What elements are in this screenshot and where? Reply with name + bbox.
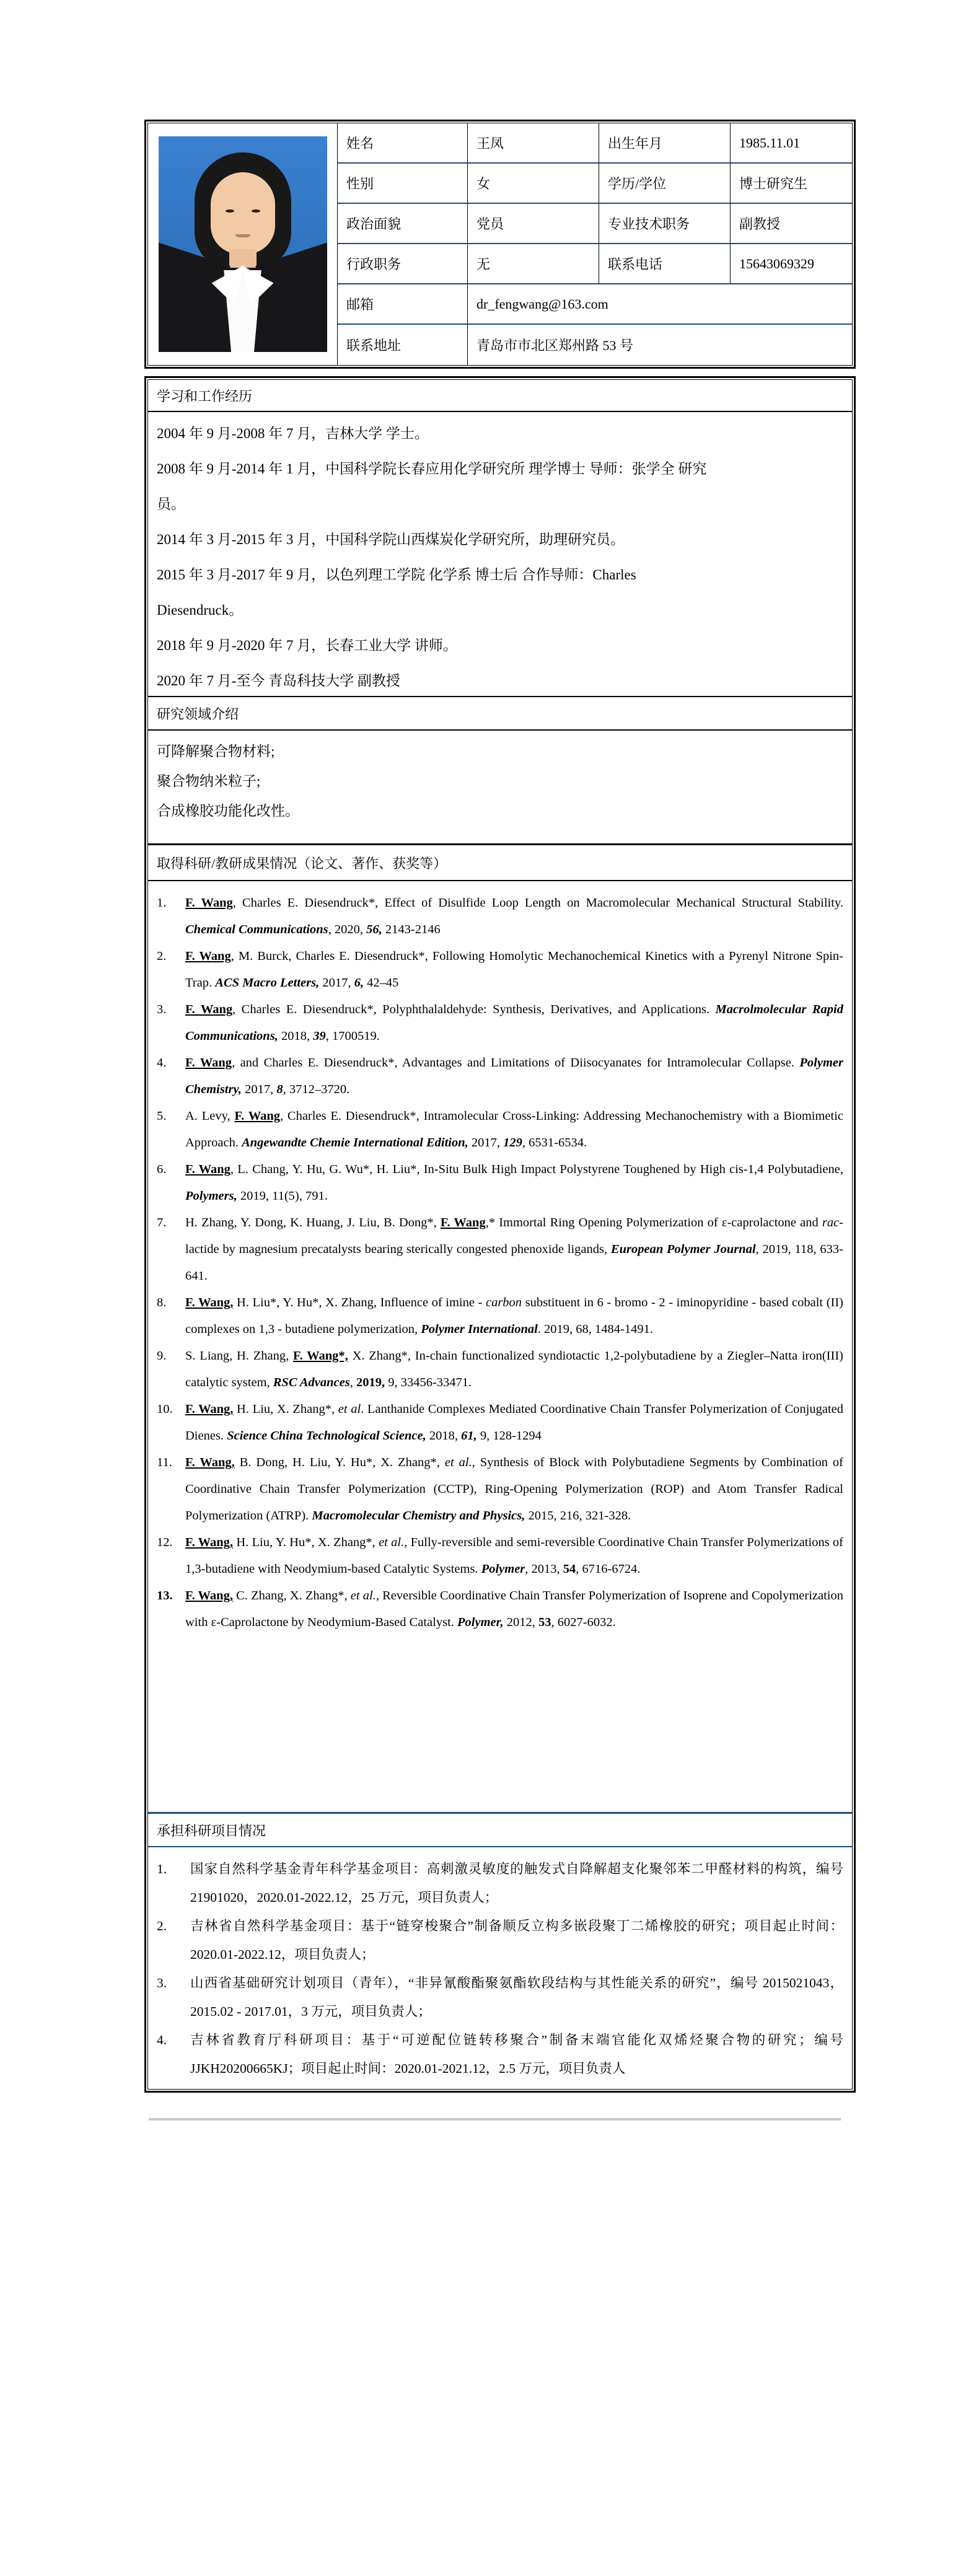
- publication-item-7: [157, 1210, 843, 1290]
- education-line-7: 2018 年 9 月-2020 年 7 月，长春工业大学 讲师。: [157, 638, 457, 653]
- publication-number: 2.: [157, 949, 167, 963]
- degree-value: 博士研究生: [731, 164, 852, 204]
- cv-sections-table: [144, 376, 856, 2093]
- gender-label: 性别: [338, 164, 468, 204]
- publication-number: 10.: [157, 1402, 173, 1416]
- birthdate-label: 出生年月: [599, 123, 731, 164]
- education-line-2: 2008 年 9 月-2014 年 1 月，中国科学院长春应用化学研究所 理学博士 导师：张学全 研究: [157, 461, 707, 477]
- project-item-2: [157, 1912, 843, 1969]
- publication-number: 8.: [157, 1296, 167, 1309]
- research-area-line-1: 可降解聚合物材料;: [157, 744, 275, 759]
- publication-citation: F. Wang, M. Burck, Charles E. Diesendruck*, Following Homolytic Mechanochemical Kinetics with a Pyrenyl Nitrone Spin-Trap. ACS Macro Letters, 2017, 6, 42–45: [185, 949, 843, 990]
- name-label: 姓名: [338, 123, 468, 164]
- publication-item-5: [157, 1103, 843, 1156]
- address-value: 青岛市市北区郑州路 53 号: [476, 338, 634, 353]
- technical-title-label: 专业技术职务: [599, 204, 731, 244]
- political-status-value: 党员: [468, 204, 599, 244]
- email-label: 邮箱: [338, 284, 468, 325]
- project-description: 山西省基础研究计划项目（青年），“非异氰酸酯聚氨酯软段结构与其性能关系的研究”，编号 2015021043，2015.02 - 2017.01，3 万元，项目负责人；: [190, 1976, 843, 2019]
- admin-position-value: 无: [468, 244, 599, 284]
- publications-section-header: 取得科研/教研成果情况（论文、著作、获奖等）: [148, 845, 852, 881]
- birthdate-value: 1985.11.01: [731, 123, 852, 164]
- research-areas-section-header: 研究领域介绍: [148, 697, 852, 731]
- name-value: 王凤: [468, 123, 599, 164]
- publication-item-9: [157, 1343, 843, 1396]
- publication-item-12: [157, 1529, 843, 1583]
- photo-face: [211, 172, 275, 254]
- publication-item-13: [157, 1583, 843, 1636]
- publication-citation: F. Wang, H. Liu*, Y. Hu*, X. Zhang, Influence of imine - carbon substituent in 6 - bromo - 2 - iminopyridine - based cobalt (II) complexes on 1,3 - butadiene polymerization, Polymer International. 2019, 68, 1484-1491.: [185, 1296, 844, 1336]
- education-line-4: 2014 年 3 月-2015 年 3 月，中国科学院山西煤炭化学研究所，助理研究员。: [157, 532, 625, 547]
- footer-divider-line: [149, 2118, 841, 2121]
- publications-list: [148, 881, 852, 1814]
- publication-citation: F. Wang, H. Liu, X. Zhang*, et al. Lanthanide Complexes Mediated Coordinative Chain Transfer Polymerization of Conjugated Dienes. Science China Technological Science, 2018, 61, 9, 128-1294: [185, 1402, 843, 1443]
- publication-item-1: [157, 890, 843, 943]
- publication-number: 9.: [157, 1349, 167, 1363]
- publication-citation: S. Liang, H. Zhang, F. Wang*, X. Zhang*, In-chain functionalized syndiotactic 1,2-polybutadiene by a Ziegler–Natta iron(III) catalytic system, RSC Advances, 2019, 9, 33456-33471.: [185, 1349, 843, 1389]
- publication-item-10: [157, 1396, 843, 1449]
- gender-value: 女: [468, 164, 599, 204]
- email-value: dr_fengwang@163.com: [468, 284, 852, 325]
- publication-citation: A. Levy, F. Wang, Charles E. Diesendruck*, Intramolecular Cross-Linking: Addressing Mechanochemistry with a Biomimetic Approach. Angewandte Chemie International Edition, 2017, 129, 6531-6534.: [185, 1109, 843, 1150]
- education-line-3: 员。: [157, 496, 185, 512]
- phone-value: 15643069329: [731, 244, 852, 284]
- address-label: 联系地址: [338, 325, 468, 365]
- education-line-6: Diesendruck。: [157, 602, 244, 618]
- publication-number: 13.: [157, 1589, 173, 1602]
- project-description: 吉林省教育厅科研项目：基于“可逆配位链转移聚合”制备末端官能化双烯烃聚合物的研究；编号 JJKH20200665KJ；项目起止时间：2020.01-2021.12，2.5 万元，项目负责人: [190, 2033, 843, 2076]
- publication-number: 12.: [157, 1536, 173, 1549]
- education-section-header: 学习和工作经历: [148, 380, 852, 412]
- project-item-4: [157, 2026, 843, 2083]
- publication-citation: H. Zhang, Y. Dong, K. Huang, J. Liu, B. Dong*, F. Wang,* Immortal Ring Opening Polymerization of ε-caprolactone and rac-lactide by magnesium precatalysts bearing sterically congested phenoxide ligands, European Polymer Journal, 2019, 118, 633-641.: [185, 1216, 843, 1283]
- project-item-3: [157, 1969, 843, 2026]
- id-photo: [159, 136, 327, 352]
- publication-citation: F. Wang, C. Zhang, X. Zhang*, et al., Reversible Coordinative Chain Transfer Polymerization of Isoprene and Copolymerization with ε-Caprolactone by Neodymium-Based Catalyst. Polymer, 2012, 53, 6027-6032.: [185, 1589, 843, 1629]
- cv-page: [144, 0, 856, 2121]
- publication-item-3: [157, 996, 843, 1050]
- publication-citation: F. Wang, L. Chang, Y. Hu, G. Wu*, H. Liu*, In-Situ Bulk High Impact Polystyrene Toughened by High cis-1,4 Polybutadiene, Polymers, 2019, 11(5), 791.: [185, 1163, 844, 1203]
- research-area-line-2: 聚合物纳米粒子;: [157, 773, 261, 789]
- publication-citation: F. Wang, B. Dong, H. Liu, Y. Hu*, X. Zhang*, et al., Synthesis of Block with Polybutadiene Segments by Combination of Coordinative Chain Transfer Polymerization (CCTP), Ring-Opening Polymerization (ROP) and Atom Transfer Radical Polymerization (ATRP). Macromolecular Chemistry and Physics, 2015, 216, 321-328.: [185, 1456, 843, 1523]
- project-number: 2.: [157, 1919, 167, 1933]
- publication-number: 1.: [157, 896, 167, 910]
- project-item-1: [157, 1855, 843, 1912]
- education-line-1: 2004 年 9 月-2008 年 7 月，吉林大学 学士。: [157, 426, 429, 441]
- project-description: 吉林省自然科学基金项目：基于“链穿梭聚合”制备顺反立构多嵌段聚丁二烯橡胶的研究；项目起止时间：2020.01-2022.12，项目负责人；: [190, 1919, 843, 1962]
- research-areas: [148, 731, 852, 845]
- publication-item-2: [157, 943, 843, 996]
- degree-label: 学历/学位: [599, 164, 731, 204]
- photo-eye-left: [226, 209, 234, 213]
- profile-table: [144, 120, 856, 369]
- project-description: 国家自然科学基金青年科学基金项目：高刺激灵敏度的触发式自降解超支化聚邻苯二甲醛材料的构筑，编号 21901020，2020.01-2022.12，25 万元，项目负责人；: [190, 1862, 843, 1905]
- technical-title-value: 副教授: [731, 204, 852, 244]
- publication-citation: F. Wang, Charles E. Diesendruck*, Effect of Disulfide Loop Length on Macromolecular Mechanical Structural Stability. Chemical Communications, 2020, 56, 2143-2146: [185, 896, 843, 936]
- publication-item-6: [157, 1156, 843, 1210]
- project-number: 4.: [157, 2033, 167, 2047]
- publication-number: 11.: [157, 1456, 172, 1469]
- education-line-8: 2020 年 7 月-至今 青岛科技大学 副教授: [157, 673, 400, 688]
- publication-number: 3.: [157, 1003, 167, 1016]
- publication-number: 5.: [157, 1109, 167, 1123]
- publication-number: 6.: [157, 1163, 167, 1176]
- research-area-line-3: 合成橡胶功能化改性。: [157, 803, 299, 819]
- political-status-label: 政治面貌: [338, 204, 468, 244]
- publication-item-8: [157, 1290, 843, 1343]
- publication-number: 7.: [157, 1216, 167, 1229]
- project-number: 1.: [157, 1862, 167, 1876]
- projects-list: [148, 1847, 852, 2089]
- phone-label: 联系电话: [599, 244, 731, 284]
- project-number: 3.: [157, 1976, 167, 1990]
- publication-citation: F. Wang, and Charles E. Diesendruck*, Advantages and Limitations of Diisocyanates for Intramolecular Collapse. Polymer Chemistry, 2017, 8, 3712–3720.: [185, 1056, 843, 1096]
- photo-cell: [148, 123, 338, 365]
- education-history: [148, 412, 852, 697]
- projects-section-header: 承担科研项目情况: [148, 1814, 852, 1847]
- publication-citation: F. Wang, H. Liu, Y. Hu*, X. Zhang*, et al., Fully-reversible and semi-reversible Coordinative Chain Transfer Polymerizations of 1,3-butadiene with Neodymium-based Catalytic Systems. Polymer, 2013, 54, 6716-6724.: [185, 1536, 844, 1576]
- photo-eye-right: [252, 209, 260, 213]
- publication-number: 4.: [157, 1056, 167, 1070]
- admin-position-label: 行政职务: [338, 244, 468, 284]
- photo-mouth: [235, 234, 250, 237]
- publication-item-11: [157, 1449, 843, 1529]
- publication-citation: F. Wang, Charles E. Diesendruck*, Polyphthalaldehyde: Synthesis, Derivatives, and Applications. Macrolmolecular Rapid Communications, 2018, 39, 1700519.: [185, 1003, 843, 1043]
- education-line-5: 2015 年 3 月-2017 年 9 月，以色列理工学院 化学系 博士后 合作导师：Charles: [157, 567, 636, 582]
- publication-item-4: [157, 1050, 843, 1103]
